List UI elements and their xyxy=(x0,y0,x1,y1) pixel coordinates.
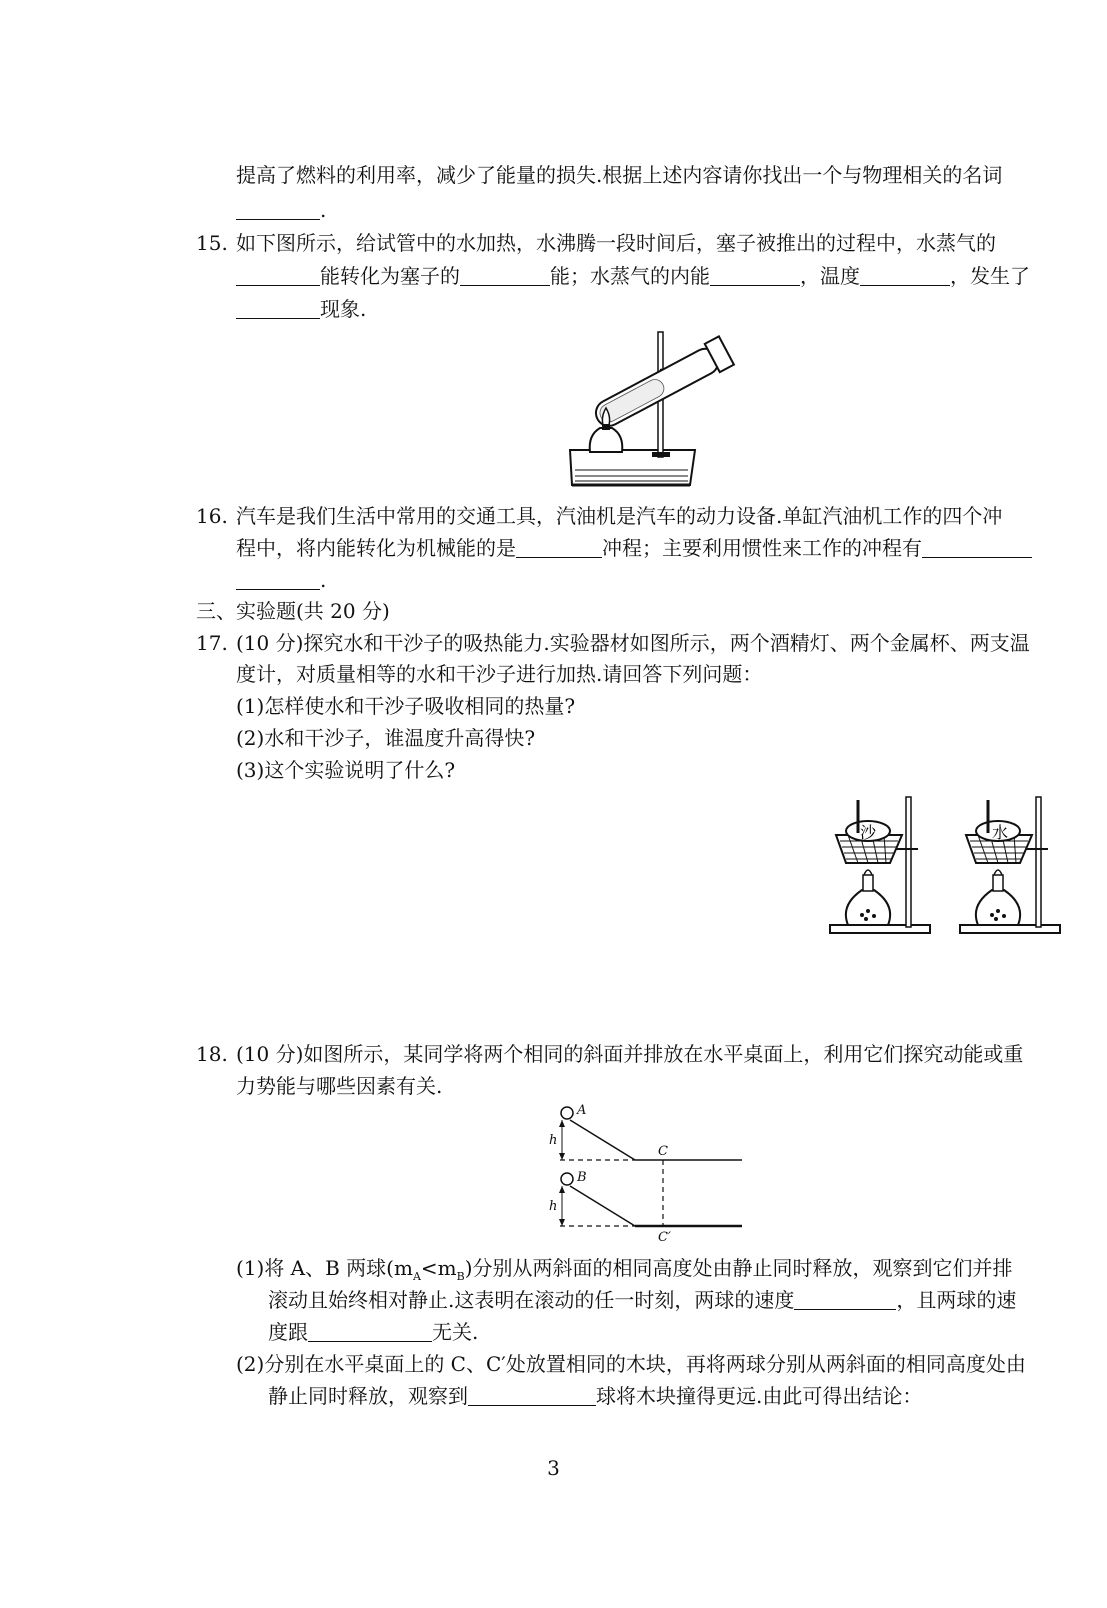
q16-l2a: 程中，将内能转化为机械能的是 xyxy=(236,536,516,560)
test-tube-figure xyxy=(560,320,740,490)
heating-setup-figure xyxy=(828,795,1060,940)
q15-line3 xyxy=(236,296,366,322)
q16-blank-2[interactable] xyxy=(922,537,1032,558)
q16-end: . xyxy=(320,568,327,592)
q18-s1l3a: 度跟 xyxy=(268,1320,308,1344)
q16-number: 16. xyxy=(196,504,228,528)
q18-s2l2a: 静止同时释放，观察到 xyxy=(268,1384,468,1408)
q16-blank-3[interactable] xyxy=(236,569,320,590)
q17-line2: 度计，对质量相等的水和干沙子进行加热.请回答下列问题： xyxy=(236,662,763,686)
q18-s1l2a: 滚动且始终相对静止.这表明在滚动的任一时刻，两球的速度 xyxy=(268,1288,795,1312)
label-b: B xyxy=(577,1170,587,1185)
q18-blank-2[interactable] xyxy=(308,1321,432,1342)
section-heading: 三、实验题(共 20 分) xyxy=(196,599,390,623)
q15-l2a: 能转化为塞子的 xyxy=(320,264,460,288)
q15-blank-5[interactable] xyxy=(236,298,320,319)
q18-s1l2b: ，且两球的速 xyxy=(896,1288,1017,1312)
q18-s1lt: <m xyxy=(420,1256,457,1280)
q18-line1 xyxy=(196,1041,1023,1067)
q14-blank[interactable] xyxy=(236,199,320,220)
q15-line2 xyxy=(236,263,1030,289)
label-a: A xyxy=(577,1103,587,1118)
q15-number: 15. xyxy=(196,231,228,255)
q18-blank-3[interactable] xyxy=(468,1385,596,1406)
q15-text: 如下图所示，给试管中的水加热，水沸腾一段时间后，塞子被推出的过程中，水蒸气的 xyxy=(236,231,996,255)
q18-sub1-line2 xyxy=(268,1287,1016,1313)
q18-sub1-line1 xyxy=(236,1255,1013,1290)
q15-l3: 现象. xyxy=(320,297,367,321)
q14-text: 提高了燃料的利用率，减少了能量的损失.根据上述内容请你找出一个与物理相关的名词 xyxy=(236,163,1003,187)
q18-text: (10 分)如图所示，某同学将两个相同的斜面并排放在水平桌面上，利用它们探究动能或重 xyxy=(236,1042,1024,1066)
water-label: 水 xyxy=(991,823,1009,842)
slopes-figure xyxy=(540,1102,750,1245)
q15-l2b: 能；水蒸气的内能 xyxy=(550,264,710,288)
q17-line1 xyxy=(196,630,1030,656)
q18-sub2-line1: (2)分别在水平桌面上的 C、C′处放置相同的木块，再将两球分别从两斜面的相同高度处由 xyxy=(236,1352,1026,1376)
q18-sub1-line3 xyxy=(268,1319,478,1345)
sand-label: 沙 xyxy=(859,823,877,842)
label-h-bottom: h xyxy=(549,1199,558,1214)
q15-blank-3[interactable] xyxy=(710,265,800,286)
q16-line3 xyxy=(236,567,326,593)
q18-sub2-line2 xyxy=(268,1383,922,1409)
q16-line2 xyxy=(236,535,1032,561)
q18-sub-b: B xyxy=(456,1270,465,1283)
q15-blank-1[interactable] xyxy=(236,265,320,286)
q16-l2b: 冲程；主要利用惯性来工作的冲程有 xyxy=(602,536,922,560)
q15-l2c: ，温度 xyxy=(800,264,860,288)
label-c-prime: C′ xyxy=(658,1230,671,1245)
q16-text: 汽车是我们生活中常用的交通工具，汽油机是汽车的动力设备.单缸汽油机工作的四个冲 xyxy=(236,504,1003,528)
q18-s2l2b: 球将木块撞得更远.由此可得出结论： xyxy=(596,1384,923,1408)
q16-line1 xyxy=(196,503,1002,529)
q16-blank-1[interactable] xyxy=(516,537,602,558)
q14-continuation xyxy=(236,162,1002,188)
q15-l2d: ，发生了 xyxy=(950,264,1030,288)
q17-sub1: (1)怎样使水和干沙子吸收相同的热量? xyxy=(236,694,576,718)
q18-sub-a: A xyxy=(412,1270,421,1283)
q17-sub2: (2)水和干沙子，谁温度升高得快? xyxy=(236,726,536,750)
label-c: C xyxy=(658,1144,668,1159)
q15-blank-4[interactable] xyxy=(860,265,950,286)
q14-end: . xyxy=(320,198,327,222)
q17-number: 17. xyxy=(196,631,228,655)
q17-text: (10 分)探究水和干沙子的吸热能力.实验器材如图所示，两个酒精灯、两个金属杯、两支温 xyxy=(236,631,1030,655)
q18-line2: 力势能与哪些因素有关. xyxy=(236,1074,443,1098)
label-h-top: h xyxy=(549,1133,558,1148)
q18-number: 18. xyxy=(196,1042,228,1066)
page-number: 3 xyxy=(547,1456,560,1480)
q17-sub3: (3)这个实验说明了什么? xyxy=(236,758,456,782)
q15-line1 xyxy=(196,230,996,256)
q14-answer-line xyxy=(236,197,326,223)
q18-s1b: )分别从两斜面的相同高度处由静止同时释放，观察到它们并排 xyxy=(464,1256,1013,1280)
q18-s1a: (1)将 A、B 两球(m xyxy=(236,1256,413,1280)
q15-blank-2[interactable] xyxy=(460,265,550,286)
q18-s1l3b: 无关. xyxy=(432,1320,479,1344)
q18-blank-1[interactable] xyxy=(794,1289,896,1310)
